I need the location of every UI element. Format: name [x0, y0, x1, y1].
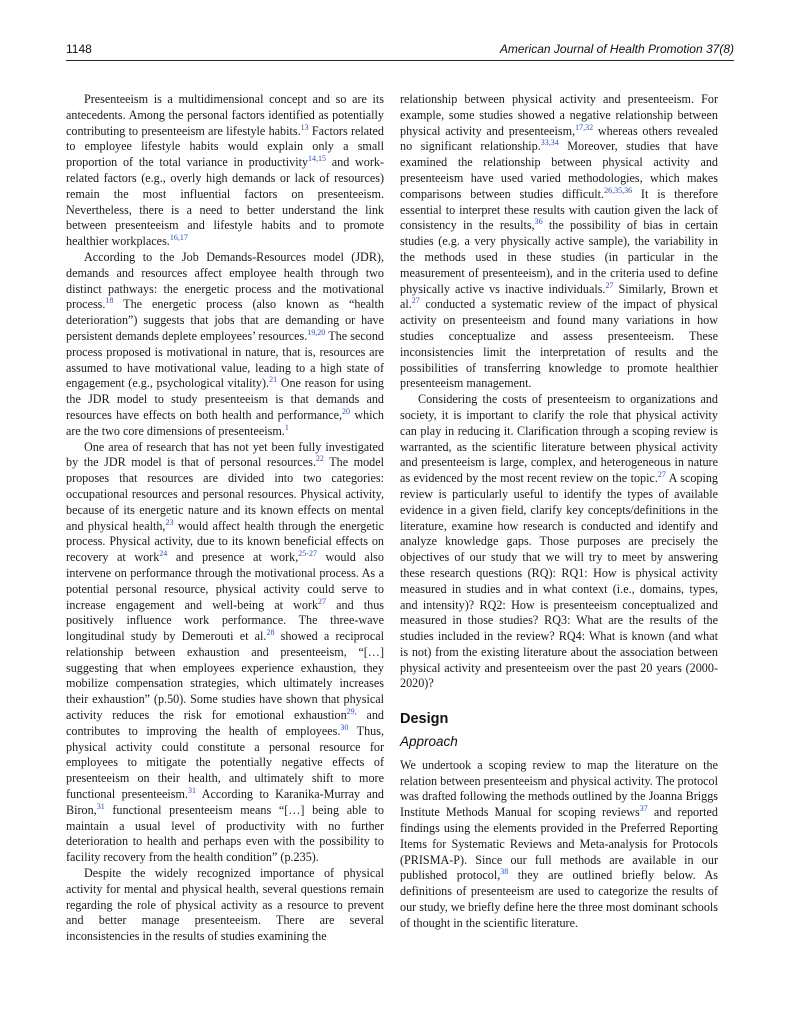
text-run: they are outlined briefly below. As definitions of presenteeism are used to categorize the results of our study, we briefly define here the three most dominant schools of thought in the scientific literature. [400, 868, 718, 930]
paragraph [66, 250, 384, 440]
journal-title: American Journal of Health Promotion 37(8) [499, 42, 734, 56]
paragraph [66, 440, 384, 867]
text-run: Factors related to employee lifestyle habits would explain only a small proportion of the total variance in productivity [66, 123, 384, 170]
text-run: It is therefore essential to interpret these results with caution given the lack of consistency in the results, [400, 186, 718, 233]
text-run: showed a reciprocal relationship between exhaustion and presenteeism, “[…] suggesting that when employees experience exhaustion, they mobilize compensation strategies, which ultimately increases their exhaustion” (p.50). Some studies have shown that physical activity reduces the risk for emotional exhaustion [66, 629, 384, 723]
paragraph [66, 866, 384, 945]
section-heading: Design [400, 711, 449, 728]
text-run: The model proposes that resources are divided into two categories: occupational resources and personal resources. Physical activity, because of its energetic nature and its known effects on mental and physical health, [66, 455, 384, 533]
text-run: which are the two core dimensions of presenteeism. [66, 407, 384, 438]
citation-link[interactable]: 31 [96, 801, 105, 811]
citation-link[interactable]: 23 [165, 517, 174, 527]
citation-link[interactable]: 36 [534, 217, 543, 227]
text-run: conducted a systematic review of the impact of physical activity on presenteeism and found many variations in how studies conceptualize and assess presenteeism. These inconsistencies limit the interpretation of results and the possibilities of transferring knowledge to promote healthier presenteeism management. [400, 297, 718, 391]
text-run: One reason for using the JDR model to study presenteeism is that demands and resources have effects on both health and performance, [66, 376, 384, 422]
citation-link[interactable]: 17,32 [575, 122, 594, 132]
citation-link[interactable]: 38 [500, 867, 509, 877]
page-number: 1148 [66, 42, 92, 56]
paragraph [400, 758, 718, 932]
citation-link[interactable]: 28 [266, 628, 275, 638]
text-run: and work-related factors (e.g., overly high demands or lack of resources) remain the most influential factors on presenteeism. Nevertheless, there is a need to better understand the link between presenteeism and lifestyle habits and to promote healthier workplaces. [66, 155, 385, 249]
text-run: and presence at work, [167, 550, 299, 565]
paragraph [400, 392, 718, 692]
citation-link[interactable]: 22 [315, 454, 324, 464]
citation-link[interactable]: 18 [105, 296, 114, 306]
right-column [400, 92, 718, 932]
citation-link[interactable]: 24 [159, 549, 168, 559]
text-run: Despite the widely recognized importance of physical activity for mental and physical health, several questions remain regarding the role of physical activity as a resource to prevent and better manage presenteeism. There are several inconsistencies in the results of studies examining the [66, 866, 384, 944]
text-run: According to Karanika-Murray and Biron, [66, 787, 384, 817]
paragraph [400, 92, 718, 392]
text-run: The energetic process (also known as “health deterioration”) suggests that jobs that are demanding or have persistent demands deplete employees’ resources. [66, 297, 384, 343]
subsection-heading: Approach [400, 734, 458, 750]
text-run: According to the Job Demands-Resources model (JDR), demands and resources affect employee health through two distinct pathways: the energetic process and the motivational process. [66, 249, 384, 312]
text-run: Considering the costs of presenteeism to organizations and society, it is important to clarify the role that physical activity can play in reducing it. Clarification through a scoping review is warranted, as the scientific literature between physical activity and presenteeism is large, complex, and heterogeneous in nature as evidenced by the most recent review on the topic. [400, 392, 718, 486]
citation-link[interactable]: 27 [318, 596, 327, 606]
citation-link[interactable]: 37 [639, 804, 648, 814]
citation-link[interactable]: 14,15 [308, 154, 327, 164]
text-run: We undertook a scoping review to map the literature on the relation between presenteeism and physical activity. The protocol was drafted following the methods outlined by the Joanna Briggs Institute Methods Manual for scoping reviews [400, 757, 718, 820]
text-run: Presenteeism is a multidimensional concept and so are its antecedents. Among the personal factors identified as potentially contributing to presenteeism are lifestyle habits. [66, 92, 384, 138]
text-run: relationship between physical activity and presenteeism. For example, some studies showed a negative relationship between physical activity and presenteeism, [400, 92, 718, 138]
text-run: The second process proposed is motivational in nature, that is, resources are assumed to have motivational value, leading to a high state of engagement (e.g., psychological vitality). [66, 328, 384, 391]
text-run: A scoping review is particularly useful to identify the types of available evidence in a given field, clarify key concepts/definitions in the literature, examine how research is conducted and identify and analyze knowledge gaps. Those purposes are precisely the objectives of our study that we will try to meet by answering these research questions (RQ): RQ1: How is physical activity measured in studies and in what context (i.e., domains, types, and intensity)? RQ2: How is presenteeism conceptualized and measured in those studies? RQ3: What are the results of the studies included in the review? RQ4: What is known (and what is not) from the existing literature about the association between physical activity and presenteeism over the past 20 years (2000-2020)? [400, 471, 718, 691]
text-run: would also intervene on performance through the motivational process. As a potential personal resource, physical activity could serve to increase engagement and well-being at work [66, 550, 384, 612]
text-run: whereas others revealed no significant relationship. [400, 123, 718, 154]
paragraph [66, 92, 384, 250]
citation-link[interactable]: 26,35,36 [604, 185, 633, 195]
text-run: and thus positively influence work performance. The three-wave longitudinal study by Demerouti et al. [66, 597, 384, 644]
citation-link[interactable]: 31 [188, 786, 197, 796]
citation-link[interactable]: 29, [346, 707, 357, 717]
header-rule [66, 60, 734, 61]
citation-link[interactable]: 27 [411, 296, 420, 306]
text-run: Moreover, studies that have examined the relationship between physical activity and presenteeism have used varied methodologies, which makes comparisons between studies difficult. [400, 139, 719, 201]
text-run: One area of research that has not yet been fully investigated by the JDR model is that of personal resources. [66, 439, 384, 470]
citation-link[interactable]: 30 [340, 722, 349, 732]
text-run: and contributes to improving the health of employees. [66, 708, 384, 738]
citation-link[interactable]: 25-27 [298, 549, 317, 559]
citation-link[interactable]: 33,34 [540, 138, 559, 148]
citation-link[interactable]: 21 [269, 375, 278, 385]
citation-link[interactable]: 27 [657, 470, 666, 480]
text-run: Similarly, Brown et al. [400, 281, 718, 312]
running-header [66, 38, 734, 58]
text-run: Thus, physical activity could constitute a personal resource for employees to mitigate the potentially negative effects of presenteeism on their health, and ultimately shift to more functional presenteeism. [66, 723, 384, 802]
text-run: and reported findings using the elements provided in the Preferred Reporting Items for Systematic Reviews and Meta-analysis for Protocols (PRISMA-P). Since our full methods are available in our published protocol, [400, 805, 719, 883]
left-column [66, 92, 384, 945]
citation-link[interactable]: 20 [342, 406, 351, 416]
text-run: functional presenteeism means “[…] being able to maintain a usual level of productivity with no further deterioration to health and perhaps even with the possibility to facility recovery from the health condition” (p.235). [66, 802, 384, 865]
citation-link[interactable]: 27 [605, 280, 614, 290]
text-run: the possibility of bias in certain studies (e.g. a very physically active sample), the variability in the methods used in these studies (in particular in the measurement of presenteeism), and in the criteria used to define physically active vs inactive individuals. [400, 218, 718, 296]
citation-link[interactable]: 19,20 [307, 327, 326, 337]
citation-link[interactable]: 16,17 [169, 233, 188, 243]
citation-link[interactable]: 13 [300, 122, 309, 132]
citation-link[interactable]: 1 [284, 422, 289, 432]
text-run: would affect health through the energetic process. Physical activity, due to its known beneficial effects on recovery at work [66, 518, 384, 565]
